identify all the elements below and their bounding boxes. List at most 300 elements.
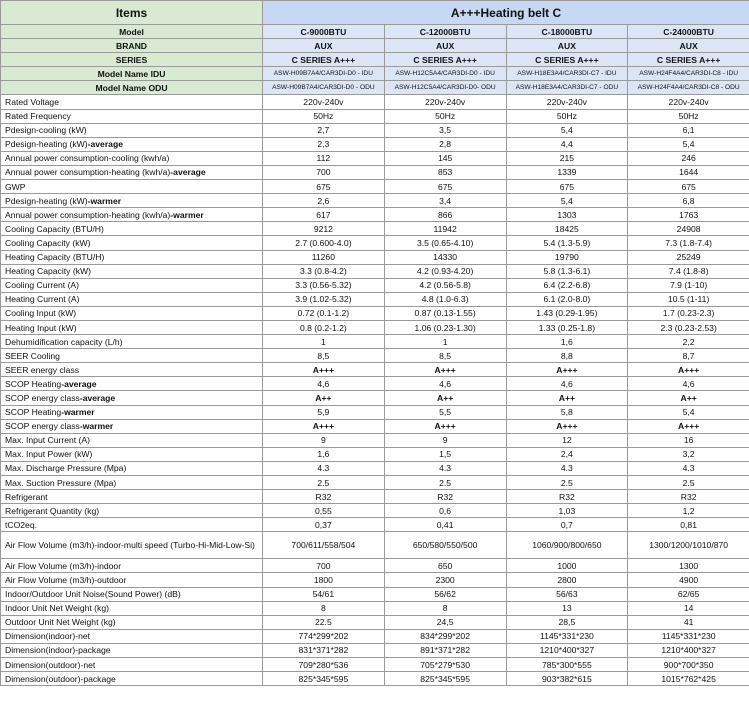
meta-row — [1, 81, 749, 95]
table-cell: 1,6 — [506, 335, 628, 349]
row-label-text: SCOP Heating — [5, 378, 62, 389]
table-cell: A+++ — [384, 419, 506, 433]
table-row — [1, 615, 749, 629]
table-cell: 834*299*202 — [384, 629, 506, 643]
table-cell: 220v-240v — [263, 95, 385, 109]
row-label-text: SCOP energy class — [5, 392, 80, 403]
table-row — [1, 123, 749, 137]
row-label — [1, 349, 263, 363]
table-cell: 6,1 — [628, 123, 749, 137]
meta-cell: C-18000BTU — [506, 25, 628, 39]
table-cell: 5,4 — [628, 405, 749, 419]
meta-cell: AUX — [628, 39, 749, 53]
row-label — [1, 306, 263, 320]
table-cell: 2,6 — [263, 194, 385, 208]
table-row — [1, 278, 749, 292]
table-cell: 675 — [384, 180, 506, 194]
row-label-text: Annual power consumption-cooling (kwh/a) — [5, 153, 170, 164]
table-cell: 3.5 (0.65-4.10) — [384, 236, 506, 250]
table-cell: 2.3 (0.23-2.53) — [628, 320, 749, 334]
table-cell: 13 — [506, 601, 628, 615]
row-label — [1, 601, 263, 615]
meta-row-label: BRAND — [1, 39, 263, 53]
table-cell: 5,4 — [506, 194, 628, 208]
table-cell: 0,41 — [384, 518, 506, 532]
table-cell: 54/61 — [263, 587, 385, 601]
table-row — [1, 433, 749, 447]
meta-cell: C-9000BTU — [263, 25, 385, 39]
table-row — [1, 391, 749, 405]
table-cell: 3,2 — [628, 447, 749, 461]
table-row — [1, 658, 749, 672]
table-row — [1, 518, 749, 532]
table-cell: 8,5 — [384, 349, 506, 363]
row-label-text: Indoor/Outdoor Unit Noise(Sound Power) (dB) — [5, 589, 181, 600]
table-cell: 62/65 — [628, 587, 749, 601]
table-row — [1, 250, 749, 264]
row-label-text: Rated Frequency — [5, 111, 71, 122]
table-cell: 675 — [506, 180, 628, 194]
table-cell: 0,55 — [263, 504, 385, 518]
table-cell: 50Hz — [506, 109, 628, 123]
title-row — [1, 1, 749, 25]
row-label — [1, 658, 263, 672]
table-cell: 3.3 (0.56-5.32) — [263, 278, 385, 292]
row-label-text: Cooling Capacity (kW) — [5, 237, 91, 248]
table-cell: 1,6 — [263, 447, 385, 461]
row-label-text: SEER Cooling — [5, 350, 60, 361]
row-label-text: Heating Capacity (kW) — [5, 266, 91, 277]
meta-cell: C SERIES A+++ — [263, 53, 385, 67]
meta-row-label: Model Name ODU — [1, 81, 263, 95]
table-cell: 0,81 — [628, 518, 749, 532]
table-cell: 7.9 (1-10) — [628, 278, 749, 292]
table-cell: 2,3 — [263, 137, 385, 151]
row-label — [1, 278, 263, 292]
table-cell: R32 — [628, 490, 749, 504]
row-label-text: Pdesign-cooling (kW) — [5, 125, 87, 136]
table-cell: 7.3 (1.8-7.4) — [628, 236, 749, 250]
table-cell: 18425 — [506, 222, 628, 236]
row-label — [1, 559, 263, 573]
table-row — [1, 672, 749, 686]
row-label — [1, 109, 263, 123]
table-cell: R32 — [384, 490, 506, 504]
table-row — [1, 236, 749, 250]
meta-cell: C SERIES A+++ — [628, 53, 749, 67]
table-cell: 8,7 — [628, 349, 749, 363]
table-cell: 2800 — [506, 573, 628, 587]
table-cell: 50Hz — [384, 109, 506, 123]
table-row — [1, 151, 749, 165]
table-cell: 700 — [263, 165, 385, 179]
row-label — [1, 95, 263, 109]
table-cell: 1644 — [628, 165, 749, 179]
table-cell: 41 — [628, 615, 749, 629]
table-cell: 831*371*282 — [263, 643, 385, 657]
table-cell: 24908 — [628, 222, 749, 236]
table-cell: 1000 — [506, 559, 628, 573]
table-cell: 12 — [506, 433, 628, 447]
table-row — [1, 461, 749, 475]
meta-cell: ASW-H09B7A4/CAR3DI-D0 - IDU — [263, 67, 385, 81]
table-cell: 4.8 (1.0-6.3) — [384, 292, 506, 306]
meta-row-label: Model Name IDU — [1, 67, 263, 81]
row-label-text: tCO2eq. — [5, 519, 38, 530]
table-cell: 2,2 — [628, 335, 749, 349]
table-cell: 56/63 — [506, 587, 628, 601]
row-label — [1, 490, 263, 504]
table-row — [1, 363, 749, 377]
table-row — [1, 559, 749, 573]
table-cell: 9 — [384, 433, 506, 447]
table-cell: 1300/1200/1010/870 — [628, 532, 749, 559]
row-label-text: Dehumidification capacity (L/h) — [5, 336, 123, 347]
meta-row — [1, 67, 749, 81]
row-label-suffix: -warmer — [87, 195, 122, 206]
table-row — [1, 335, 749, 349]
row-label — [1, 504, 263, 518]
row-label — [1, 250, 263, 264]
table-cell: 0.72 (0.1-1.2) — [263, 306, 385, 320]
row-label — [1, 292, 263, 306]
row-label — [1, 476, 263, 490]
table-cell: A+++ — [506, 419, 628, 433]
table-cell: A++ — [384, 391, 506, 405]
table-row — [1, 194, 749, 208]
row-label-text: Pdesign-heating (kW) — [5, 139, 88, 150]
meta-cell: C-24000BTU — [628, 25, 749, 39]
table-cell: 2,4 — [506, 447, 628, 461]
table-cell: 4,4 — [506, 137, 628, 151]
table-cell: 5,8 — [506, 405, 628, 419]
table-cell: 2,7 — [263, 123, 385, 137]
meta-cell: C SERIES A+++ — [384, 53, 506, 67]
table-cell: 1.43 (0.29-1.95) — [506, 306, 628, 320]
table-row — [1, 629, 749, 643]
table-row — [1, 601, 749, 615]
table-cell: 2,8 — [384, 137, 506, 151]
table-cell: 2.7 (0.600-4.0) — [263, 236, 385, 250]
table-cell: 24,5 — [384, 615, 506, 629]
meta-row-label: SERIES — [1, 53, 263, 67]
row-label — [1, 405, 263, 419]
table-cell: 825*345*595 — [263, 672, 385, 686]
table-cell: 10.5 (1-11) — [628, 292, 749, 306]
row-label-text: Air Flow Volume (m3/h)-indoor-multi speed (Turbo-Hi-Mid-Low-Si) — [5, 539, 255, 550]
row-label-text: Rated Voltage — [5, 97, 59, 108]
table-row — [1, 109, 749, 123]
table-cell: 709*280*536 — [263, 658, 385, 672]
table-cell: 1,03 — [506, 504, 628, 518]
meta-cell: ASW-H12C5A4/CAR3DI-D0 - IDU — [384, 67, 506, 81]
table-cell: 5,5 — [384, 405, 506, 419]
table-cell: 145 — [384, 151, 506, 165]
row-label — [1, 137, 263, 151]
table-cell: 1,5 — [384, 447, 506, 461]
table-cell: 774*299*202 — [263, 629, 385, 643]
table-cell: 4,6 — [506, 377, 628, 391]
table-cell: 3.9 (1.02-5.32) — [263, 292, 385, 306]
table-cell: 700 — [263, 559, 385, 573]
row-label-text: GWP — [5, 181, 26, 192]
row-label — [1, 643, 263, 657]
table-cell: 220v-240v — [506, 95, 628, 109]
table-cell: 853 — [384, 165, 506, 179]
table-cell: 6.1 (2.0-8.0) — [506, 292, 628, 306]
row-label-suffix: -average — [79, 392, 116, 403]
table-cell: A+++ — [506, 363, 628, 377]
row-label-suffix: -average — [87, 139, 123, 150]
table-cell: 675 — [628, 180, 749, 194]
table-cell: 785*300*555 — [506, 658, 628, 672]
table-row — [1, 292, 749, 306]
meta-cell: AUX — [384, 39, 506, 53]
table-cell: A+++ — [384, 363, 506, 377]
table-cell: 1800 — [263, 573, 385, 587]
table-cell: 215 — [506, 151, 628, 165]
row-label-suffix: -average — [170, 167, 206, 178]
row-label — [1, 573, 263, 587]
row-label-text: SEER energy class — [5, 364, 80, 375]
table-cell: 5,4 — [506, 123, 628, 137]
table-cell: 617 — [263, 208, 385, 222]
table-cell: 4.3 — [628, 461, 749, 475]
table-cell: 1.06 (0.23-1.30) — [384, 320, 506, 334]
meta-row — [1, 39, 749, 53]
table-cell: 0,7 — [506, 518, 628, 532]
table-cell: 4,6 — [263, 377, 385, 391]
row-label — [1, 194, 263, 208]
row-label-text: Annual power consumption-heating (kwh/a) — [5, 167, 171, 178]
table-cell: A+++ — [628, 419, 749, 433]
row-label-text: Cooling Capacity (BTU/H) — [5, 223, 104, 234]
row-label-text: Dimension(indoor)-package — [5, 645, 111, 656]
table-cell: A++ — [263, 391, 385, 405]
row-label-suffix: -warmer — [170, 209, 204, 220]
table-row — [1, 490, 749, 504]
table-cell: 0,6 — [384, 504, 506, 518]
table-row — [1, 180, 749, 194]
row-label-text: Heating Capacity (BTU/H) — [5, 252, 105, 263]
table-cell: 0.87 (0.13-1.55) — [384, 306, 506, 320]
row-label — [1, 587, 263, 601]
table-cell: 705*279*530 — [384, 658, 506, 672]
table-row — [1, 320, 749, 334]
group-title: A+++Heating belt C — [263, 1, 749, 25]
table-cell: 1210*400*327 — [506, 643, 628, 657]
table-row — [1, 419, 749, 433]
table-cell: 0.8 (0.2-1.2) — [263, 320, 385, 334]
table-cell: 4.2 (0.93-4.20) — [384, 264, 506, 278]
table-row — [1, 306, 749, 320]
table-cell: 8 — [263, 601, 385, 615]
table-cell: 650 — [384, 559, 506, 573]
table-cell: 4.3 — [506, 461, 628, 475]
table-cell: 3.3 (0.8-4.2) — [263, 264, 385, 278]
table-cell: A+++ — [263, 419, 385, 433]
table-row — [1, 349, 749, 363]
table-cell: 903*382*615 — [506, 672, 628, 686]
table-cell: 4.2 (0.56-5.8) — [384, 278, 506, 292]
table-cell: A++ — [506, 391, 628, 405]
table-cell: 112 — [263, 151, 385, 165]
row-label — [1, 320, 263, 334]
table-row — [1, 643, 749, 657]
table-cell: 8,8 — [506, 349, 628, 363]
row-label — [1, 377, 263, 391]
table-row — [1, 137, 749, 151]
table-row — [1, 165, 749, 179]
spec-rows — [1, 95, 749, 686]
row-label-text: SCOP energy class — [5, 421, 80, 432]
table-cell: 2.5 — [263, 476, 385, 490]
table-cell: 650/580/550/500 — [384, 532, 506, 559]
row-label — [1, 151, 263, 165]
row-label — [1, 180, 263, 194]
row-label-suffix: -warmer — [61, 407, 95, 418]
table-row — [1, 222, 749, 236]
table-row — [1, 95, 749, 109]
table-row — [1, 377, 749, 391]
row-label — [1, 447, 263, 461]
table-row — [1, 587, 749, 601]
table-cell: A+++ — [263, 363, 385, 377]
row-label-text: Air Flow Volume (m3/h)-indoor — [5, 560, 122, 571]
table-row — [1, 208, 749, 222]
row-label-text: Pdesign-heating (kW) — [5, 195, 88, 206]
table-cell: 7.4 (1.8-8) — [628, 264, 749, 278]
table-cell: 9 — [263, 433, 385, 447]
table-cell: 16 — [628, 433, 749, 447]
meta-cell: C SERIES A+++ — [506, 53, 628, 67]
row-label-text: Max. Discharge Pressure (Mpa) — [5, 463, 127, 474]
table-cell: 0,37 — [263, 518, 385, 532]
meta-row-label: Model — [1, 25, 263, 39]
table-cell: 4,6 — [628, 377, 749, 391]
row-label — [1, 629, 263, 643]
items-header: Items — [1, 1, 263, 25]
table-row — [1, 264, 749, 278]
row-label — [1, 419, 263, 433]
row-label — [1, 615, 263, 629]
table-cell: 2.5 — [384, 476, 506, 490]
row-label — [1, 165, 263, 179]
table-cell: 1015*762*425 — [628, 672, 749, 686]
meta-cell: ASW-H18E3A4/CAR3DI-C7 - IDU — [506, 67, 628, 81]
table-row — [1, 405, 749, 419]
table-cell: 675 — [263, 180, 385, 194]
row-label — [1, 461, 263, 475]
table-cell: 8,5 — [263, 349, 385, 363]
table-cell: 3,4 — [384, 194, 506, 208]
row-label-text: Refrigerant Quantity (kg) — [5, 505, 100, 516]
table-cell: 2300 — [384, 573, 506, 587]
table-cell: 866 — [384, 208, 506, 222]
row-label-suffix: -warmer — [79, 421, 114, 432]
row-label — [1, 391, 263, 405]
table-cell: 22.5 — [263, 615, 385, 629]
row-label-suffix: -average — [61, 378, 97, 389]
meta-cell: ASW-H24F4A4/CAR3DI-C8 - IDU — [628, 67, 749, 81]
table-cell: 4.3 — [384, 461, 506, 475]
table-cell: 14 — [628, 601, 749, 615]
table-cell: R32 — [263, 490, 385, 504]
row-label-text: Air Flow Volume (m3/h)-outdoor — [5, 575, 127, 586]
table-cell: 5,9 — [263, 405, 385, 419]
table-cell: 1339 — [506, 165, 628, 179]
table-cell: 5.4 (1.3-5.9) — [506, 236, 628, 250]
table-cell: 220v-240v — [384, 95, 506, 109]
table-row — [1, 573, 749, 587]
row-label-text: Max. Input Current (A) — [5, 435, 91, 446]
table-cell: 56/62 — [384, 587, 506, 601]
table-cell: A+++ — [628, 363, 749, 377]
table-row — [1, 447, 749, 461]
row-label-text: Heating Input (kW) — [5, 322, 77, 333]
table-cell: 5,4 — [628, 137, 749, 151]
row-label-text: Heating Current (A) — [5, 294, 80, 305]
table-cell: 1210*400*327 — [628, 643, 749, 657]
row-label-text: Outdoor Unit Net Weight (kg) — [5, 617, 116, 628]
table-row — [1, 476, 749, 490]
row-label — [1, 363, 263, 377]
table-cell: 1763 — [628, 208, 749, 222]
meta-row — [1, 53, 749, 67]
meta-cell: ASW-H18E3A4/CAR3DI-C7 - ODU — [506, 81, 628, 95]
meta-cell: C-12000BTU — [384, 25, 506, 39]
table-cell: 825*345*595 — [384, 672, 506, 686]
table-cell: 700/611/558/504 — [263, 532, 385, 559]
table-cell: 5.8 (1.3-6.1) — [506, 264, 628, 278]
table-cell: 9212 — [263, 222, 385, 236]
table-cell: 28,5 — [506, 615, 628, 629]
row-label-text: Indoor Unit Net Weight (kg) — [5, 603, 109, 614]
table-cell: 4.3 — [263, 461, 385, 475]
row-label-text: Max. Input Power (kW) — [5, 449, 93, 460]
table-cell: R32 — [506, 490, 628, 504]
row-label — [1, 532, 263, 559]
table-cell: 4,6 — [384, 377, 506, 391]
table-cell: 3,5 — [384, 123, 506, 137]
table-cell: 6,8 — [628, 194, 749, 208]
table-cell: 1,2 — [628, 504, 749, 518]
table-cell: 1.33 (0.25-1.8) — [506, 320, 628, 334]
table-cell: 1303 — [506, 208, 628, 222]
table-cell: 2.5 — [628, 476, 749, 490]
row-label — [1, 264, 263, 278]
row-label-text: Max. Suction Pressure (Mpa) — [5, 477, 117, 488]
meta-cell: AUX — [263, 39, 385, 53]
row-label-text: Dimension(outdoor)-net — [5, 659, 96, 670]
row-label-text: Cooling Current (A) — [5, 280, 80, 291]
table-cell: 1 — [263, 335, 385, 349]
table-cell: 25249 — [628, 250, 749, 264]
meta-cell: ASW-H24F4A4/CAR3DI-C8 - ODU — [628, 81, 749, 95]
table-cell: 8 — [384, 601, 506, 615]
table-cell: 50Hz — [263, 109, 385, 123]
row-label — [1, 208, 263, 222]
table-cell: A++ — [628, 391, 749, 405]
table-cell: 1145*331*230 — [506, 629, 628, 643]
table-cell: 19790 — [506, 250, 628, 264]
table-cell: 11260 — [263, 250, 385, 264]
table-cell: 1060/900/800/650 — [506, 532, 628, 559]
table-cell: 246 — [628, 151, 749, 165]
meta-rows — [1, 25, 749, 95]
row-label — [1, 123, 263, 137]
table-row — [1, 504, 749, 518]
